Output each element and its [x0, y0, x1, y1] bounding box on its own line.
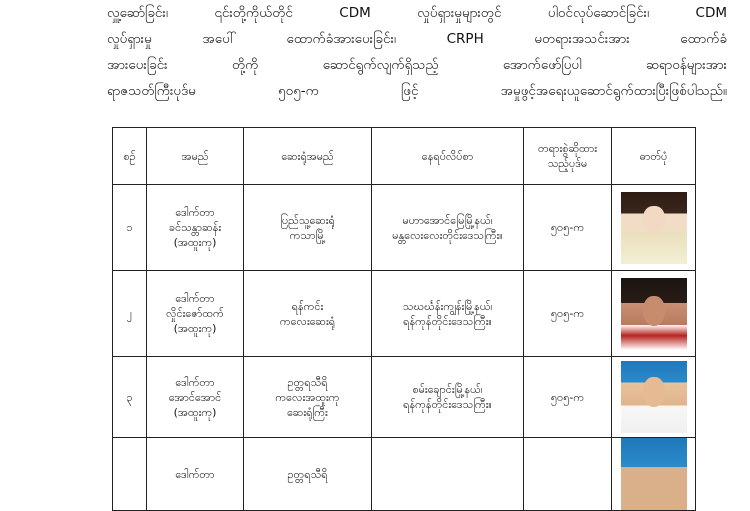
paragraph-line: အားပေးခြင်း တို့ကို ဆောင်ရွက်လျက်ရှိသည့် အောက်ဖော်ပြပါ ဆရာဝန်များအား [107, 57, 727, 73]
row-person-name: လှိုင်းဇော်ထက် [166, 307, 224, 320]
row-name [147, 357, 244, 438]
row-no: ၃ [113, 357, 147, 438]
row-hospital-line3: ဆေးရုံကြီး [287, 405, 328, 419]
row-address [372, 357, 524, 438]
row-no [113, 438, 147, 511]
row-section [524, 438, 612, 511]
row-hospital [244, 271, 372, 357]
row-title: ဒေါက်တာ [175, 206, 215, 219]
row-address [372, 438, 524, 511]
row-hospital-line1: ရန်ကင်း [291, 299, 324, 313]
header-name: အမည် [147, 128, 244, 185]
row-hospital-line1: ပြည်သူ့ဆေးရုံ [280, 213, 335, 227]
row-hospital [244, 357, 372, 438]
row-section: ၅၀၅-က [524, 357, 612, 438]
intro-paragraph [107, 0, 727, 104]
row-no: ၁ [113, 185, 147, 271]
row-title: ဒေါက်တာ [175, 375, 215, 389]
row-address-line2: ရန်ကုန်တိုင်းဒေသကြီး။ [403, 398, 492, 411]
table-row [113, 357, 696, 438]
row-person-name: ခင်သန္တာဆန်း [168, 221, 222, 234]
face-shape [643, 377, 665, 407]
row-hospital-line2: ကလေးအထူးကု [275, 390, 340, 404]
row-hospital [244, 185, 372, 271]
doctor-photo [621, 192, 687, 264]
row-address [372, 185, 524, 271]
face-shape [643, 296, 665, 326]
table-row [113, 271, 696, 357]
row-address-line1: မဟာအောင်မြေမြို့နယ်၊ [402, 213, 493, 227]
row-name [147, 271, 244, 357]
header-address: နေရပ်လိပ်စာ [372, 128, 524, 185]
row-section: ၅၀၅-က [524, 185, 612, 271]
row-title: ဒေါက်တာ [175, 292, 215, 305]
header-hospital: ဆေးရုံအမည် [244, 128, 372, 185]
row-person-name: အောင်အောင် [168, 390, 222, 404]
paragraph-line: လှူ့ဆော်ခြင်း၊ ၎င်းတို့ကိုယ်တိုင် CDM လှုပ်ရှားမှုများတွင် ပါဝင်လုပ်ဆောင်ခြင်း၊ CDM [107, 5, 727, 21]
row-title: ဒေါက်တာ [175, 467, 215, 481]
row-status: (အထူးကု) [173, 236, 217, 249]
paragraph-line: လှုပ်ရှားမှု အပေါ် ထောက်ခံအားပေးခြင်း၊ CRPH မတရားအသင်းအား ထောက်ခံ [107, 31, 727, 47]
row-name [147, 185, 244, 271]
header-section-line1: တရားစွဲဆိုထား [537, 142, 598, 155]
table-header-row [113, 128, 696, 185]
doctor-photo [621, 438, 687, 510]
header-section-line2: သည့်ပုဒ်မ [547, 157, 588, 170]
row-hospital [244, 438, 372, 511]
row-photo-cell [612, 185, 696, 271]
row-address-line1: သဃင်္ဃန်းကျွန်းမြို့နယ်၊ [402, 299, 493, 313]
row-address-line1: စမ်းချောင်းမြို့နယ်၊ [412, 383, 483, 396]
row-hospital-line1: ဥတ္တရသီရိ [287, 375, 328, 389]
header-photo: ဓာတ်ပုံ [612, 128, 696, 185]
row-hospital-line1: ဥတ္တရသီရိ [287, 467, 328, 481]
row-section: ၅၀၅-က [524, 271, 612, 357]
table-row [113, 438, 696, 511]
paragraph-line: ရာဇသတ်ကြီးပုဒ်မ ၅၀၅-က ဖြင့် အမှုဖွင့်အရေးယူဆောင်ရွက်ထားပြီးဖြစ်ပါသည်။ [107, 83, 727, 99]
face-shape [643, 206, 665, 232]
row-address-line2: မန္တလေးလေးတိုင်းဒေသကြီး။ [392, 228, 503, 242]
row-hospital-line2: ကလေးဆေးရုံ [279, 314, 336, 328]
row-status: (အထူးကု) [173, 405, 217, 419]
row-photo-cell [612, 357, 696, 438]
row-photo-cell [612, 438, 696, 511]
row-hospital-line2: ကသာမြို့ [289, 228, 326, 242]
header-no: စဉ် [113, 128, 147, 185]
header-section [524, 128, 612, 185]
doctor-photo [621, 361, 687, 433]
row-no: ၂ [113, 271, 147, 357]
row-address [372, 271, 524, 357]
row-address-line2: ရန်ကုန်တိုင်းဒေသကြီး။ [403, 314, 492, 328]
doctors-table [112, 127, 696, 511]
row-status: (အထူးကု) [173, 322, 217, 335]
table-row [113, 185, 696, 271]
doctor-photo [621, 278, 687, 350]
row-name [147, 438, 244, 511]
row-photo-cell [612, 271, 696, 357]
